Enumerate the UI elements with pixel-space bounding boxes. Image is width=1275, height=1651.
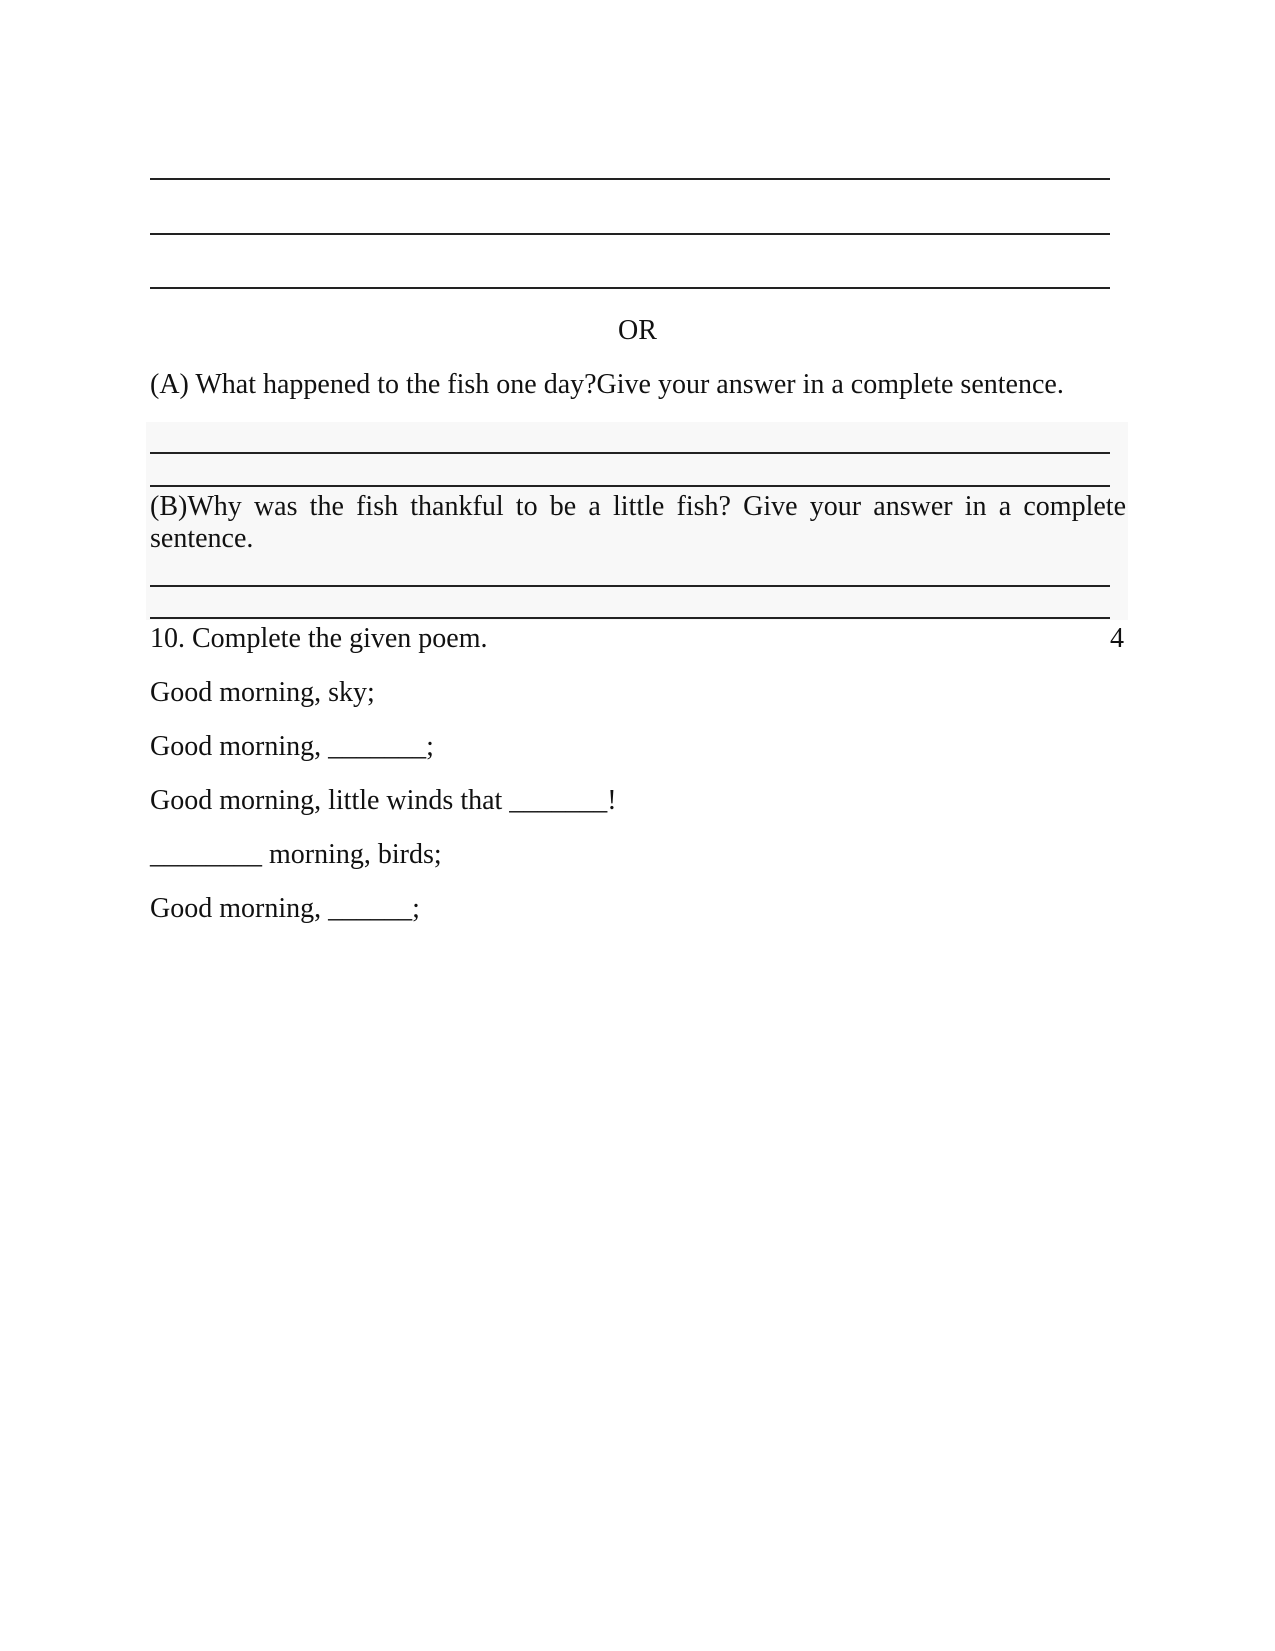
poem-line: Good morning, _______; <box>150 731 434 762</box>
answer-line <box>150 178 1110 180</box>
question-10-marks: 4 <box>1110 623 1124 654</box>
question-10-label: 10. Complete the given poem. <box>150 623 488 654</box>
question-b: (B)Why was the fish thankful to be a little fish? Give your answer in a complete sentence. <box>150 491 1126 554</box>
answer-line <box>150 233 1110 235</box>
poem-line: Good morning, sky; <box>150 677 375 708</box>
poem-line: Good morning, ______; <box>150 893 420 924</box>
answer-line <box>150 585 1110 587</box>
poem-line: ________ morning, birds; <box>150 839 442 870</box>
answer-line <box>150 617 1110 619</box>
question-a: (A) What happened to the fish one day?Give your answer in a complete sentence. <box>150 369 1064 400</box>
answer-line <box>150 485 1110 487</box>
or-separator: OR <box>618 315 657 346</box>
answer-line <box>150 287 1110 289</box>
poem-line: Good morning, little winds that _______! <box>150 785 617 816</box>
answer-line <box>150 452 1110 454</box>
